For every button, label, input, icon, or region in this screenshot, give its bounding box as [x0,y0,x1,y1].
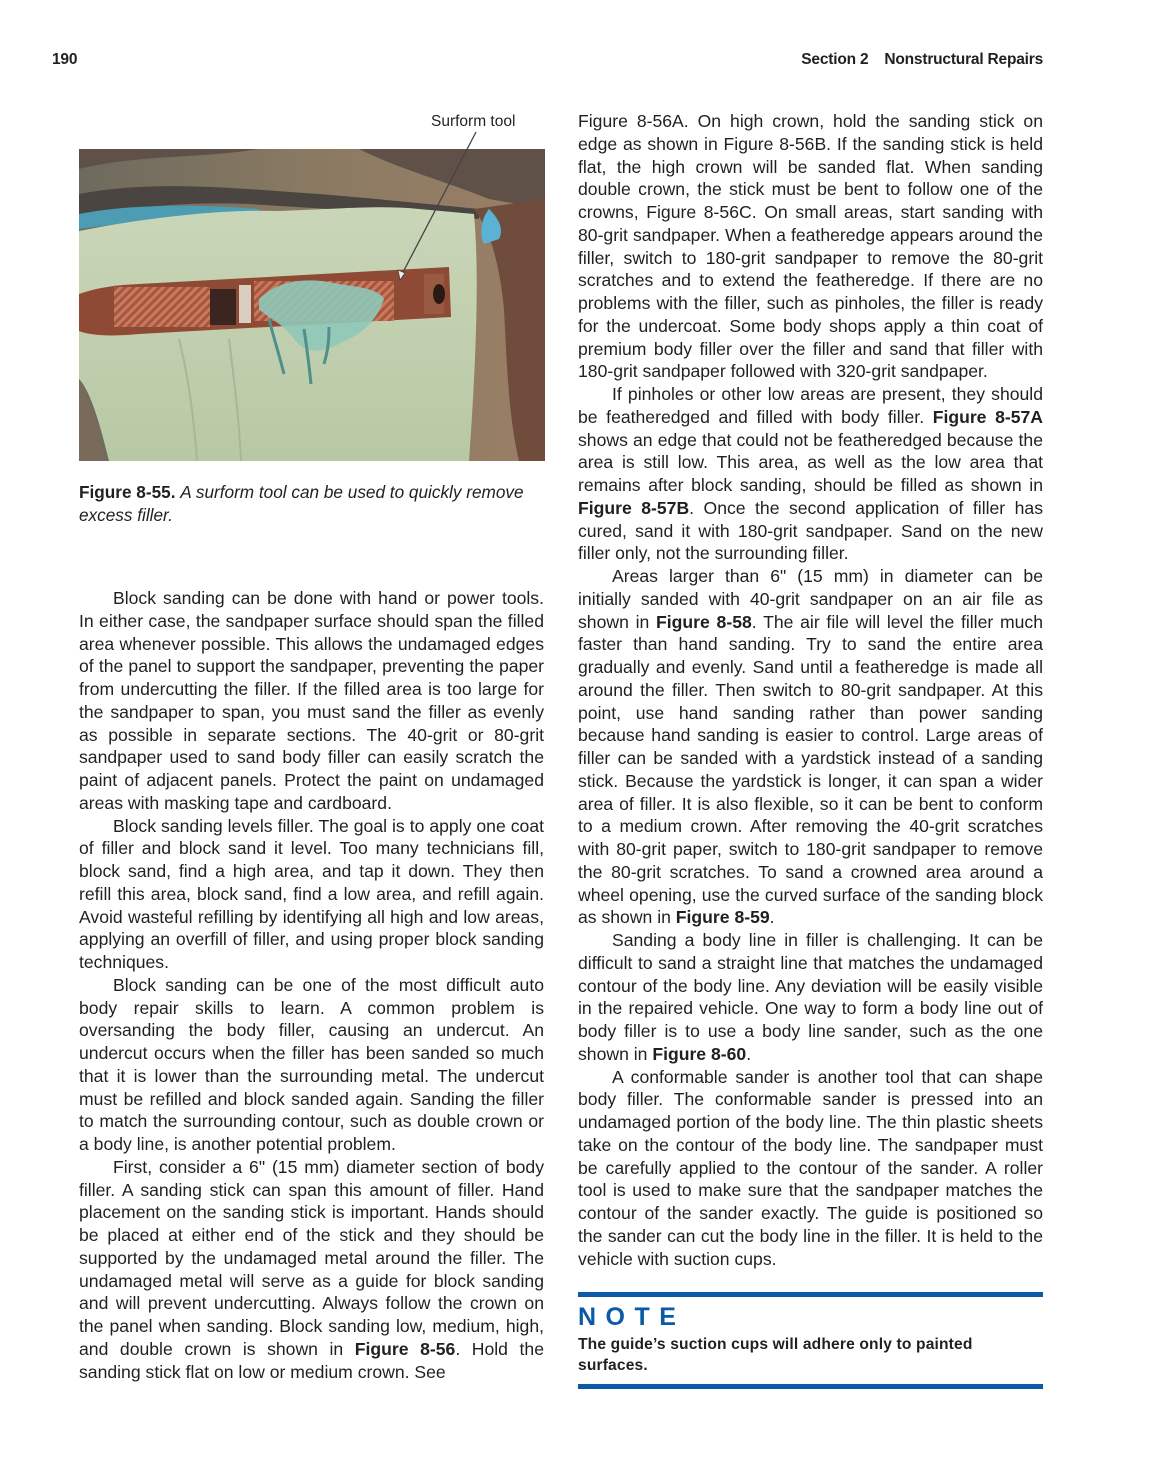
page-number: 190 [52,51,78,68]
right-column [578,110,1043,1270]
paragraph: Figure 8-56A. On high crown, hold the sanding stick on edge as shown in Figure 8-56B. If the sanding stick is held flat, the high crown will be sanded flat. When sanding double crown, the stick must be bent to follow one of the crowns, Figure 8-56C. On small areas, start sanding with 80-grit sandpaper. When a featheredge appears around the filler, switch to 180-grit sandpaper to remove the 80-grit scratches and to extend the featheredge. If there are no problems with the filler, such as pinholes, the filler is ready for the undercoat. Some body shops apply a thin coat of premium body filler over the filler and sand that filler with 180-grit sandpaper followed with 320-grit sandpaper. [578,111,1043,382]
paragraph-text: If pinholes or other low areas are present, they should be featheredged and filled with body filler. [578,384,1043,427]
left-column [79,587,544,1383]
paragraph-text: . The air file will level the filler much faster than hand sanding. Try to sand the entire area gradually and evenly. Sand until a featheredge is made all around the filler. Then switch to 80-grit sandpaper. At this point, use hand sanding rather than power sanding because hand sanding is easier to control. Large areas of filler can be sanded with a yardstick instead of a sanding stick. Because the yardstick is longer, it can span a wider area of filler. It is also flexible, so it can be bent to conform to a medium crown. After removing the 40-grit scratches with 80-grit paper, switch to 180-grit sandpaper to remove the 80-grit scratches. To sand a crowned area around a wheel opening, use the curved surface of the sanding block as shown in [578,611,1043,928]
figure-photo [79,149,545,461]
paragraph [79,1156,544,1384]
paragraph-text: Areas larger than 6" (15 mm) in diameter can be initially sanded with 40-grit sandpaper on an air file as shown in [578,566,1043,632]
paragraph: Block sanding can be done with hand or power tools. In either case, the sandpaper surface should span the filled area whenever possible. This allows the undamaged edges of the panel to support the sandpaper, preventing the paper from undercutting the filler. If the filled area is too large for the sandpaper to span, you must sand the filler as evenly as possible in separate sections. The 40-grit or 80-grit sandpaper used to sand body filler can easily scratch the paint of adjacent panels. Protect the paint on undamaged areas with masking tape and cardboard. [79,588,544,813]
paragraph-text: First, consider a 6" (15 mm) diameter section of body filler. A sanding stick can span this amount of filler. Hand placement on the sanding stick is important. Hands should be placed at either end of the stick and they should be supported by the undamaged metal around the filler. The undamaged metal will serve as a guide for block sanding and will prevent undercutting. Always follow the crown on the panel when sanding. Block sanding low, medium, high, and double crown is shown in [79,1156,544,1359]
paragraph-text: . Hold the sanding stick flat on low or medium crown. See [79,1338,544,1382]
paragraph-text: . [746,1043,752,1064]
section-number: Section 2 [801,51,869,68]
figure-reference: Figure 8-58 [656,611,752,632]
paragraph: A conformable sander is another tool that can shape body filler. The conformable sander is pressed into an undamaged portion of the body line. The thin plastic sheets take on the contour of the body line. The sandpaper must be carefully applied to the contour of the sander. A roller tool is used to make sure that the sandpaper matches the contour of the sander exactly. The guide is positioned so the sander can cut the body line in the filler. It is held to the vehicle with suction cups. [578,1066,1043,1269]
paragraph [578,565,1043,929]
paragraph [578,383,1043,565]
figure-reference: Figure 8-56 [354,1338,456,1359]
paragraph-text: . Once the second application of filler has cured, sand it with 180-grit sandpaper. Sand on the new filler only, not the surrounding filler. [578,497,1043,564]
paragraph-text: Sanding a body line in filler is challenging. It can be difficult to sand a straight line that matches the undamaged contour of the body line. Any deviation will be easily visible in the repaired vehicle. One way to form a body line out of body filler is to use a body line sander, such as the one shown in [578,930,1043,1064]
paragraph: Block sanding can be one of the most difficult auto body repair skills to learn. A common problem is oversanding the body filler, causing an undercut. An undercut occurs when the filler has been sanded so much that it is lower than the surrounding metal. The undercut must be refilled and block sanded again. Sanding the filler to match the surrounding contour, such as double crown or a body line, is another potential problem. [79,974,544,1154]
caption-number: Figure 8-55. [79,482,176,502]
paragraph-text: shows an edge that could not be featheredged because the area is still low. This area, as well as the low area that remains after block sanding, should be filled as shown in [578,429,1043,495]
figure-reference: Figure 8-59 [675,907,770,928]
paragraph-text: . [769,907,775,928]
paragraph: Block sanding levels filler. The goal is to apply one coat of filler and block sand it level. Too many technicians fill, block sand, find a high area, and tap it down. They then refill this area, block sand, find a low area, and refill again. Avoid wasteful refilling by identifying all high and low areas, applying an overfill of filler, and using proper block sanding techniques. [79,815,544,972]
note-box [578,1292,1043,1389]
note-title: NOTE [578,1303,686,1331]
figure-reference: Figure 8-60 [652,1043,747,1064]
note-text: The guide’s suction cups will adhere only to painted surfaces. [578,1336,973,1374]
figure-caption [79,481,544,526]
paragraph [578,929,1043,1066]
figure-callout-label: Surform tool [431,113,516,130]
surform-tool-photo [79,149,545,461]
figure-reference: Figure 8-57B [578,497,690,518]
running-header [801,51,1043,69]
note-top-rule [578,1292,1043,1297]
caption-text: A surform tool can be used to quickly remove excess filler. [79,482,524,525]
figure-reference: Figure 8-57A [932,406,1043,427]
section-title: Nonstructural Repairs [884,51,1043,68]
note-bottom-rule [578,1384,1043,1389]
